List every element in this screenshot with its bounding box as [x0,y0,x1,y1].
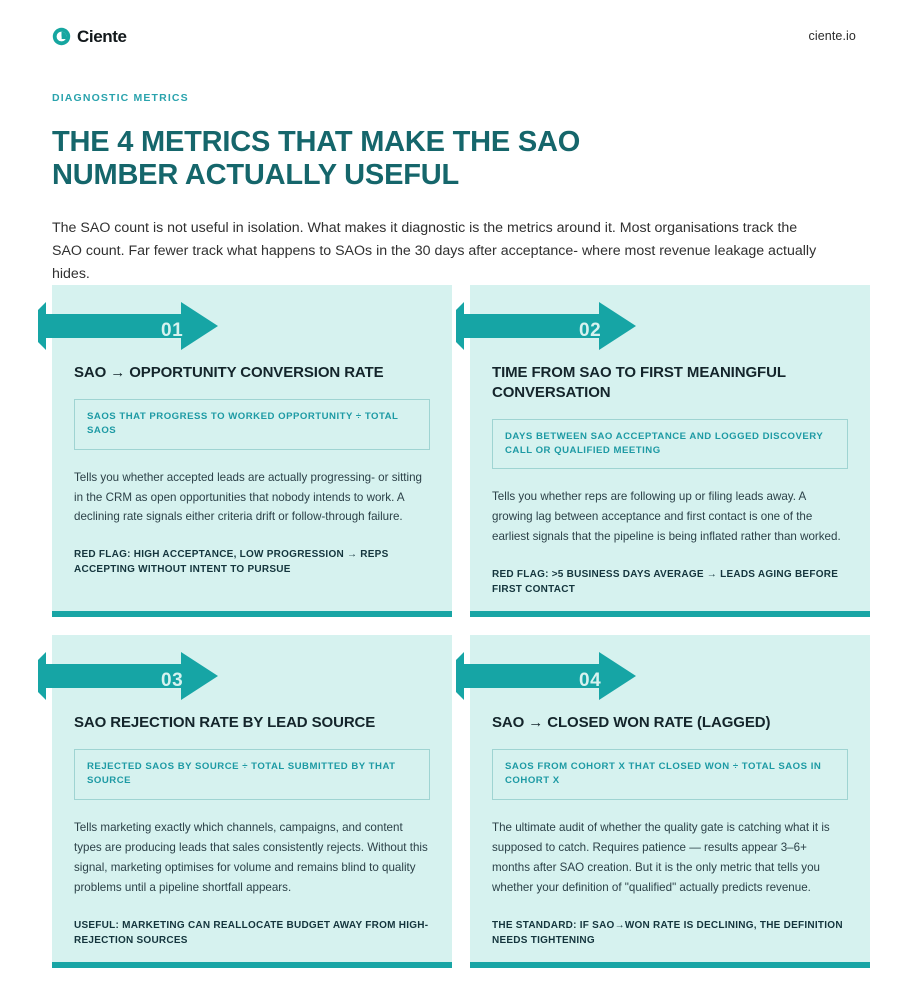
metric-card [52,635,452,967]
metric-formula-box [492,419,848,470]
step-arrow-banner [38,635,224,713]
metric-formula-text: DAYS BETWEEN SAO ACCEPTANCE AND LOGGED DISCOVERY CALL OR QUALIFIED MEETING [505,430,824,456]
metric-description: Tells you whether accepted leads are actually progressing- or sitting in the CRM as open opportunities that nobody intends to work. A declining rate signals either criteria drift or follow-through failure. [74,470,422,524]
arrow-right-icon [38,302,218,350]
metric-card [52,285,452,617]
metric-formula-box [74,399,430,450]
metric-flag: USEFUL: MARKETING CAN REALLOCATE BUDGET AWAY FROM HIGH-REJECTION SOURCES [74,919,429,946]
metric-card [470,635,870,967]
metric-card-grid [52,285,850,968]
metric-formula-text: REJECTED SAOS BY SOURCE ÷ TOTAL SUBMITTED BY THAT SOURCE [87,760,396,787]
metric-flag: RED FLAG: HIGH ACCEPTANCE, LOW PROGRESSION → REPS ACCEPTING WITHOUT INTENT TO PURSUE [74,549,389,576]
step-arrow-banner [456,635,642,713]
top-bar [0,0,902,72]
metric-formula-text: SAOS THAT PROGRESS TO WORKED OPPORTUNITY ÷ TOTAL SAOS [87,410,399,437]
step-number: 03 [161,670,184,692]
metric-title: SAO → OPPORTUNITY CONVERSION RATE [74,364,384,381]
metric-description: Tells marketing exactly which channels, campaigns, and content types are producing leads that sales consistently rejects. Without this signal, marketing optimises for volume and remains blind to quality problems until a pipeline shortfall appears. [74,820,428,894]
metric-card [470,285,870,617]
metric-formula-box [492,749,848,800]
brand-name: Ciente [77,26,127,46]
step-number: 01 [161,320,184,341]
site-url[interactable]: ciente.io [808,29,856,43]
metric-flag: RED FLAG: >5 BUSINESS DAYS AVERAGE → LEADS AGING BEFORE FIRST CONTACT [492,569,839,596]
eyebrow-label: DIAGNOSTIC METRICS [52,92,189,104]
metric-description: Tells you whether reps are following up or filing leads away. A growing lag between acceptance and first contact is one of the earliest signals that the pipeline is being inflated rather than worked. [492,490,841,544]
metric-title: SAO → CLOSED WON RATE (LAGGED) [492,714,771,732]
metric-title: SAO REJECTION RATE BY LEAD SOURCE [74,714,376,732]
metric-flag: THE STANDARD: IF SAO→WON RATE IS DECLINING, THE DEFINITION NEEDS TIGHTENING [492,919,843,946]
ciente-circle-logo-icon [52,27,71,46]
step-number: 04 [579,670,602,692]
page-subhead: The SAO count is not useful in isolation. What makes it diagnostic is the metrics around it. Most organisations track the SAO count. Far fewer track what happens to SAOs in the 30 days after acceptance- where most revenue leakage actually hides. [52,219,817,282]
step-number: 02 [579,320,602,341]
arrow-right-icon [456,302,636,350]
page-title: THE 4 METRICS THAT MAKE THE SAO NUMBER ACTUALLY USEFUL [52,126,581,192]
page-header [52,92,842,286]
metric-formula-text: SAOS FROM COHORT X THAT CLOSED WON ÷ TOTAL SAOS IN COHORT X [505,760,822,787]
metric-formula-box [74,749,430,800]
arrow-right-icon [38,652,218,700]
metric-title: TIME FROM SAO TO FIRST MEANINGFUL CONVERSATION [492,364,786,401]
step-arrow-banner [456,285,642,363]
brand-logo[interactable] [52,27,127,46]
metric-description: The ultimate audit of whether the quality gate is catching what it is supposed to catch. Requires patience — results appear 3–6+ months after SAO creation. But it is the only metric that tells you whether your definition of "qualified" actually predicts revenue. [492,820,830,894]
arrow-right-icon [456,652,636,700]
step-arrow-banner [38,285,224,363]
